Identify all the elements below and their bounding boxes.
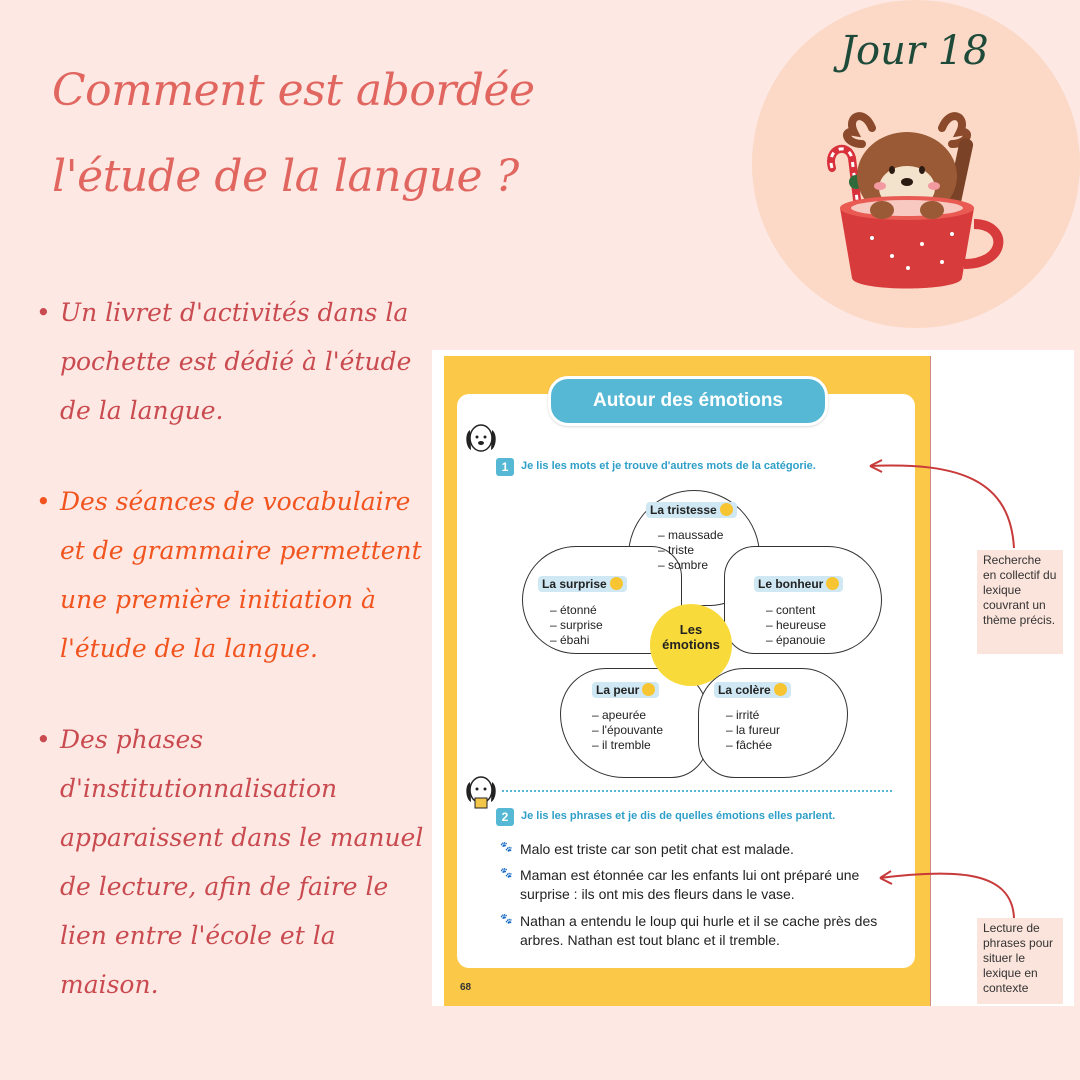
word-list: – irrité – la fureur – fâchée xyxy=(726,708,781,752)
category-label: La colère xyxy=(714,682,791,698)
word-list: – apeurée – l'épouvante – il tremble xyxy=(592,708,664,752)
page-title: Comment est abordée l'étude de la langue ? xyxy=(52,65,535,202)
exercise-instruction: Je lis les phrases et je dis de quelles émotions elles parlent. xyxy=(521,810,836,822)
exercise-instruction: Je lis les mots et je trouve d'autres mots de la catégorie. xyxy=(521,460,816,472)
bullet-item: • Des phases d'institutionnalisation apparaissent dans le manuel de lecture, afin de faire le lien entre l'école et la maison. xyxy=(36,715,426,1009)
category-label: Le bonheur xyxy=(754,576,843,592)
sentence: Maman est étonnée car les enfants lui ont préparé une surprise : ils ont mis des fleurs dans le vase. xyxy=(520,867,860,902)
category-label: La peur xyxy=(592,682,659,698)
category-label: La surprise xyxy=(538,576,627,592)
page-number: 68 xyxy=(460,982,472,993)
center-label-line: émotions xyxy=(662,637,720,652)
bullet-item: • Un livret d'activités dans la pochette est dédié à l'étude de la langue. xyxy=(36,288,426,435)
sentence: Nathan a entendu le loup qui hurle et il se cache près des arbres. Nathan est tout blanc et il tremble. xyxy=(520,913,878,948)
exercise-number: 2 xyxy=(496,808,514,826)
textbook-banner: Autour des émotions xyxy=(548,376,828,426)
exercise-number: 1 xyxy=(496,458,514,476)
word-list: – content – heureuse – épanouie xyxy=(766,603,827,647)
paw-icon: 🐾 xyxy=(500,868,513,879)
center-label-line: Les xyxy=(679,622,703,637)
annotation-note: Recherche en collectif du lexique couvrant un thème précis. xyxy=(977,550,1063,654)
sentence: Malo est triste car son petit chat est malade. xyxy=(520,841,794,857)
annotation-note: Lecture de phrases pour situer le lexique en contexte xyxy=(977,918,1063,1004)
day-label: Jour 18 xyxy=(840,28,989,74)
paw-icon: 🐾 xyxy=(500,914,513,925)
category-label: La tristesse xyxy=(646,502,737,518)
word-list: – étonné – surprise – ébahi xyxy=(550,603,603,647)
paw-icon: 🐾 xyxy=(500,842,513,853)
word-list: – maussade – triste – sombre xyxy=(658,528,724,572)
bullet-item: • Des séances de vocabulaire et de grammaire permettent une première initiation à l'étude de la langue. xyxy=(36,477,426,673)
